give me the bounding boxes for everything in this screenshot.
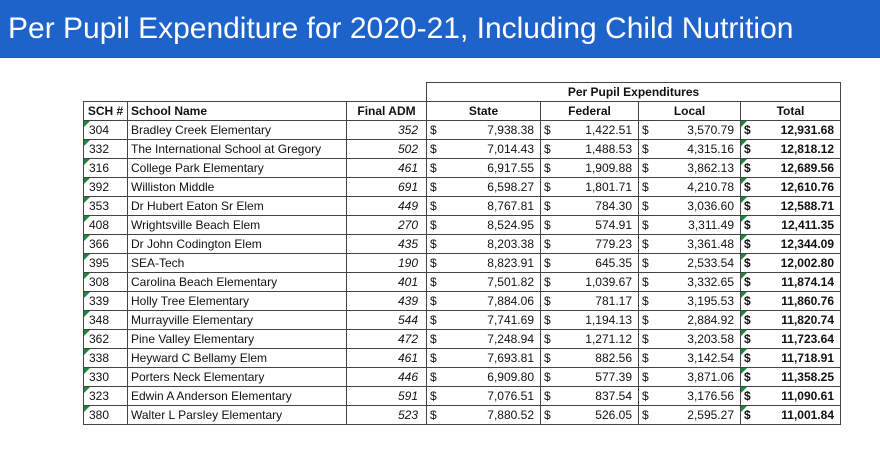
table-row	[84, 387, 841, 406]
cell-school-name: Wrightsville Beach Elem	[128, 216, 347, 235]
cell-federal: 1,194.13	[557, 311, 639, 330]
cell-final-adm: 446	[347, 368, 427, 387]
cell-local-currency: $	[639, 292, 655, 311]
table-row	[84, 140, 841, 159]
cell-local: 4,315.16	[655, 140, 741, 159]
cell-school-name: Dr John Codington Elem	[128, 235, 347, 254]
cell-state: 7,076.51	[443, 387, 541, 406]
cell-local: 3,036.60	[655, 197, 741, 216]
cell-state-currency: $	[427, 121, 443, 140]
cell-state-currency: $	[427, 387, 443, 406]
cell-sch: 304	[84, 121, 128, 140]
page-title: Per Pupil Expenditure for 2020-21, Including Child Nutrition	[0, 0, 880, 58]
cell-local: 3,195.53	[655, 292, 741, 311]
cell-state: 8,767.81	[443, 197, 541, 216]
cell-school-name: Edwin A Anderson Elementary	[128, 387, 347, 406]
cell-total-currency: $	[741, 121, 757, 140]
col-header-state: State	[427, 102, 541, 121]
cell-local: 3,203.58	[655, 330, 741, 349]
col-header-total: Total	[741, 102, 841, 121]
cell-federal: 784.30	[557, 197, 639, 216]
cell-state: 7,014.43	[443, 140, 541, 159]
cell-total-currency: $	[741, 178, 757, 197]
cell-total: 12,689.56	[757, 159, 841, 178]
cell-local-currency: $	[639, 178, 655, 197]
cell-total-currency: $	[741, 197, 757, 216]
cell-school-name: Holly Tree Elementary	[128, 292, 347, 311]
cell-federal: 1,039.67	[557, 273, 639, 292]
cell-federal: 1,271.12	[557, 330, 639, 349]
cell-federal: 1,909.88	[557, 159, 639, 178]
cell-total-currency: $	[741, 311, 757, 330]
cell-federal: 837.54	[557, 387, 639, 406]
cell-total-currency: $	[741, 159, 757, 178]
table-row	[84, 235, 841, 254]
cell-total-currency: $	[741, 254, 757, 273]
cell-school-name: Williston Middle	[128, 178, 347, 197]
cell-federal-currency: $	[541, 235, 557, 254]
cell-federal: 645.35	[557, 254, 639, 273]
cell-total: 12,411.35	[757, 216, 841, 235]
cell-state-currency: $	[427, 311, 443, 330]
cell-total: 11,723.64	[757, 330, 841, 349]
cell-local-currency: $	[639, 273, 655, 292]
cell-federal-currency: $	[541, 330, 557, 349]
cell-state: 7,693.81	[443, 349, 541, 368]
cell-sch: 362	[84, 330, 128, 349]
table-row	[84, 178, 841, 197]
cell-federal: 1,801.71	[557, 178, 639, 197]
cell-sch: 395	[84, 254, 128, 273]
cell-local-currency: $	[639, 254, 655, 273]
cell-final-adm: 502	[347, 140, 427, 159]
cell-state: 7,741.69	[443, 311, 541, 330]
cell-state-currency: $	[427, 235, 443, 254]
cell-sch: 308	[84, 273, 128, 292]
cell-federal-currency: $	[541, 406, 557, 425]
cell-state: 6,598.27	[443, 178, 541, 197]
cell-sch: 380	[84, 406, 128, 425]
cell-federal: 577.39	[557, 368, 639, 387]
cell-local: 3,311.49	[655, 216, 741, 235]
col-header-adm: Final ADM	[347, 102, 427, 121]
cell-final-adm: 270	[347, 216, 427, 235]
cell-local: 3,176.56	[655, 387, 741, 406]
table-row	[84, 159, 841, 178]
cell-state-currency: $	[427, 254, 443, 273]
cell-state-currency: $	[427, 368, 443, 387]
cell-local-currency: $	[639, 140, 655, 159]
table-row	[84, 368, 841, 387]
cell-federal-currency: $	[541, 178, 557, 197]
cell-federal: 882.56	[557, 349, 639, 368]
spreadsheet	[0, 58, 880, 457]
cell-final-adm: 461	[347, 349, 427, 368]
cell-local: 2,595.27	[655, 406, 741, 425]
cell-federal-currency: $	[541, 159, 557, 178]
cell-total-currency: $	[741, 387, 757, 406]
cell-final-adm: 439	[347, 292, 427, 311]
cell-federal: 574.91	[557, 216, 639, 235]
table-row	[84, 216, 841, 235]
column-header-row	[84, 102, 841, 121]
cell-state-currency: $	[427, 216, 443, 235]
cell-local: 3,570.79	[655, 121, 741, 140]
cell-sch: 353	[84, 197, 128, 216]
cell-final-adm: 591	[347, 387, 427, 406]
cell-local-currency: $	[639, 197, 655, 216]
table-row	[84, 349, 841, 368]
cell-local-currency: $	[639, 406, 655, 425]
cell-local: 3,332.65	[655, 273, 741, 292]
cell-state: 7,248.94	[443, 330, 541, 349]
cell-sch: 408	[84, 216, 128, 235]
cell-school-name: Carolina Beach Elementary	[128, 273, 347, 292]
cell-sch: 332	[84, 140, 128, 159]
cell-local-currency: $	[639, 368, 655, 387]
cell-federal-currency: $	[541, 311, 557, 330]
cell-school-name: College Park Elementary	[128, 159, 347, 178]
cell-local-currency: $	[639, 330, 655, 349]
cell-state-currency: $	[427, 406, 443, 425]
group-header-row	[84, 83, 841, 102]
cell-total-currency: $	[741, 406, 757, 425]
cell-federal: 779.23	[557, 235, 639, 254]
table-row	[84, 330, 841, 349]
cell-total: 12,344.09	[757, 235, 841, 254]
cell-state-currency: $	[427, 197, 443, 216]
cell-state: 8,524.95	[443, 216, 541, 235]
cell-total: 11,358.25	[757, 368, 841, 387]
cell-total-currency: $	[741, 216, 757, 235]
cell-total: 11,090.61	[757, 387, 841, 406]
cell-school-name: Walter L Parsley Elementary	[128, 406, 347, 425]
expenditure-table	[83, 82, 841, 425]
cell-local: 3,871.06	[655, 368, 741, 387]
cell-state-currency: $	[427, 330, 443, 349]
group-header: Per Pupil Expenditures	[427, 83, 841, 102]
table-row	[84, 121, 841, 140]
cell-total: 12,610.76	[757, 178, 841, 197]
cell-local: 4,210.78	[655, 178, 741, 197]
cell-state: 7,884.06	[443, 292, 541, 311]
cell-state: 6,917.55	[443, 159, 541, 178]
cell-local-currency: $	[639, 121, 655, 140]
cell-local: 3,142.54	[655, 349, 741, 368]
cell-local: 3,862.13	[655, 159, 741, 178]
table-row	[84, 311, 841, 330]
col-header-local: Local	[639, 102, 741, 121]
cell-federal-currency: $	[541, 273, 557, 292]
cell-local: 3,361.48	[655, 235, 741, 254]
cell-federal-currency: $	[541, 292, 557, 311]
cell-total: 12,818.12	[757, 140, 841, 159]
col-header-sch: SCH #	[84, 102, 128, 121]
cell-sch: 338	[84, 349, 128, 368]
cell-federal: 1,422.51	[557, 121, 639, 140]
cell-school-name: Murrayville Elementary	[128, 311, 347, 330]
cell-final-adm: 401	[347, 273, 427, 292]
cell-school-name: Porters Neck Elementary	[128, 368, 347, 387]
cell-school-name: Bradley Creek Elementary	[128, 121, 347, 140]
cell-sch: 339	[84, 292, 128, 311]
cell-federal-currency: $	[541, 216, 557, 235]
cell-total: 12,931.68	[757, 121, 841, 140]
col-header-school: School Name	[128, 102, 347, 121]
cell-federal-currency: $	[541, 387, 557, 406]
cell-local-currency: $	[639, 349, 655, 368]
cell-federal-currency: $	[541, 254, 557, 273]
cell-final-adm: 190	[347, 254, 427, 273]
cell-local-currency: $	[639, 216, 655, 235]
cell-federal-currency: $	[541, 121, 557, 140]
cell-federal-currency: $	[541, 140, 557, 159]
cell-federal-currency: $	[541, 197, 557, 216]
cell-total-currency: $	[741, 349, 757, 368]
cell-total: 11,001.84	[757, 406, 841, 425]
cell-final-adm: 449	[347, 197, 427, 216]
cell-school-name: Heyward C Bellamy Elem	[128, 349, 347, 368]
cell-local: 2,884.92	[655, 311, 741, 330]
cell-state-currency: $	[427, 292, 443, 311]
cell-total: 12,002.80	[757, 254, 841, 273]
cell-final-adm: 461	[347, 159, 427, 178]
cell-state: 7,938.38	[443, 121, 541, 140]
cell-federal: 1,488.53	[557, 140, 639, 159]
cell-total: 11,820.74	[757, 311, 841, 330]
col-header-federal: Federal	[541, 102, 639, 121]
cell-total: 11,718.91	[757, 349, 841, 368]
cell-final-adm: 472	[347, 330, 427, 349]
cell-total-currency: $	[741, 235, 757, 254]
cell-sch: 330	[84, 368, 128, 387]
cell-sch: 323	[84, 387, 128, 406]
cell-final-adm: 435	[347, 235, 427, 254]
table-row	[84, 254, 841, 273]
cell-local-currency: $	[639, 235, 655, 254]
cell-state: 7,880.52	[443, 406, 541, 425]
cell-total-currency: $	[741, 140, 757, 159]
cell-school-name: The International School at Gregory	[128, 140, 347, 159]
cell-state: 7,501.82	[443, 273, 541, 292]
cell-total-currency: $	[741, 273, 757, 292]
cell-federal: 781.17	[557, 292, 639, 311]
table-row	[84, 406, 841, 425]
cell-local-currency: $	[639, 159, 655, 178]
cell-total: 12,588.71	[757, 197, 841, 216]
cell-state-currency: $	[427, 178, 443, 197]
cell-sch: 392	[84, 178, 128, 197]
cell-federal: 526.05	[557, 406, 639, 425]
cell-final-adm: 544	[347, 311, 427, 330]
cell-total-currency: $	[741, 368, 757, 387]
cell-state-currency: $	[427, 159, 443, 178]
table-row	[84, 292, 841, 311]
cell-state: 8,203.38	[443, 235, 541, 254]
cell-local-currency: $	[639, 311, 655, 330]
cell-state: 6,909.80	[443, 368, 541, 387]
cell-final-adm: 691	[347, 178, 427, 197]
cell-federal-currency: $	[541, 349, 557, 368]
cell-total-currency: $	[741, 330, 757, 349]
cell-federal-currency: $	[541, 368, 557, 387]
cell-local-currency: $	[639, 387, 655, 406]
cell-school-name: Dr Hubert Eaton Sr Elem	[128, 197, 347, 216]
cell-total-currency: $	[741, 292, 757, 311]
cell-final-adm: 352	[347, 121, 427, 140]
cell-sch: 316	[84, 159, 128, 178]
cell-local: 2,533.54	[655, 254, 741, 273]
cell-sch: 366	[84, 235, 128, 254]
cell-total: 11,860.76	[757, 292, 841, 311]
table-row	[84, 197, 841, 216]
cell-total: 11,874.14	[757, 273, 841, 292]
cell-school-name: SEA-Tech	[128, 254, 347, 273]
cell-school-name: Pine Valley Elementary	[128, 330, 347, 349]
cell-final-adm: 523	[347, 406, 427, 425]
cell-sch: 348	[84, 311, 128, 330]
cell-state-currency: $	[427, 273, 443, 292]
cell-state-currency: $	[427, 349, 443, 368]
table-row	[84, 273, 841, 292]
cell-state-currency: $	[427, 140, 443, 159]
cell-state: 8,823.91	[443, 254, 541, 273]
